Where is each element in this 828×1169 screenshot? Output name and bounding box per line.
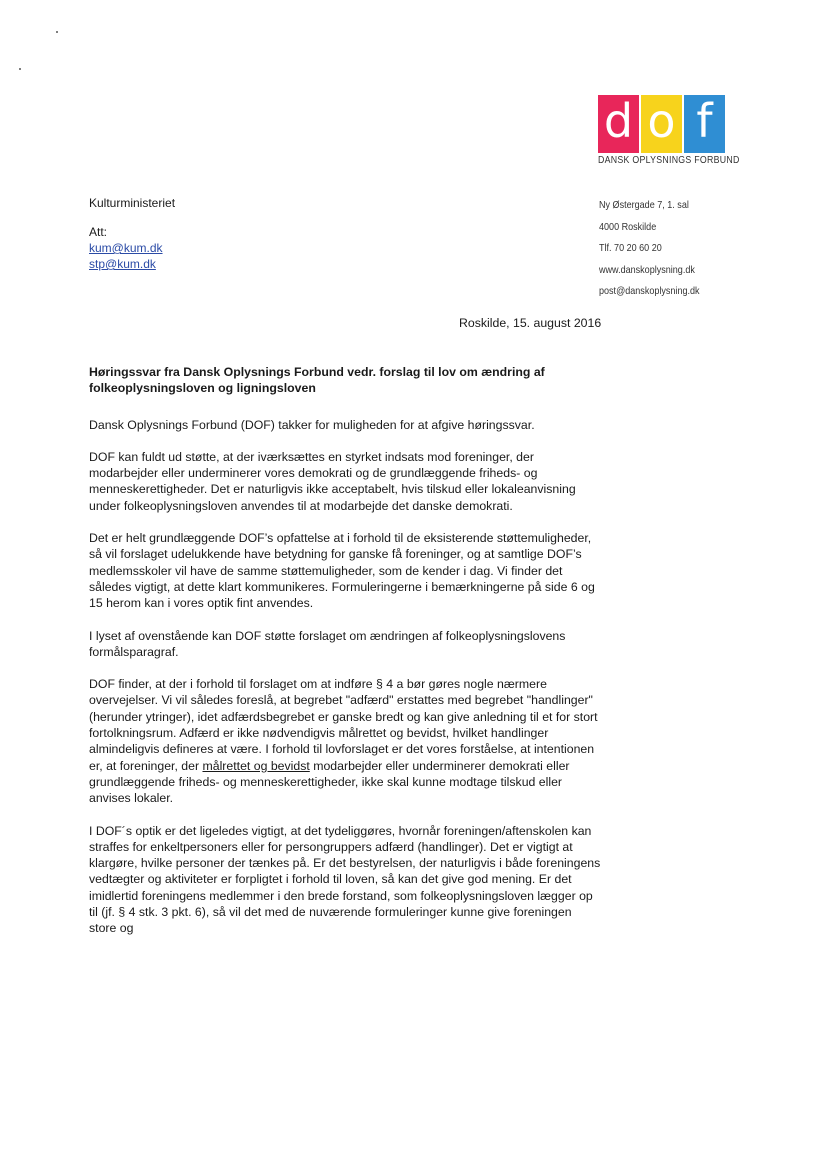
paragraph-purpose: I lyset af ovenstående kan DOF støtte forslaget om ændringen af folkeoplysningslovens formålsparagraf. [89,628,566,659]
p5-text-start: DOF finder, at der i forhold til forslaget om at indføre § 4 a bør gøres nogle nærmere overvejelser. Vi vil således foreslå, at begrebet "adfærd" erstattes med begrebet "handlinger" (herunder ytringer), idet adfærdsbegrebet er ganske bredt og kan give anledning til et for stort fortolkningsrum. Adfærd er ikke nødvendigvis målrettet og bevidst, hvilket handlinger almindeligvis defineres at være. I forhold til lovforslaget er det vores forståelse, at intentionen er, at foreninger, der [89,677,598,773]
att-label: Att: [89,225,108,239]
logo-tiles [598,95,728,153]
dof-logo [598,94,740,166]
paragraph-support: DOF kan fuldt ud støtte, at der iværksættes en styrket indsats mod foreninger, der modarbejder eller underminerer vores demokrati og de grundlæggende friheds- og menneskerettigheder. Det er naturligvis ikke acceptabelt, hvis tilskud eller lokaleanvisning under folkeoplysningsloven anvendes til at modarbejde det danske demokrati. [89,449,576,513]
sender-city: 4000 Roskilde [599,220,657,233]
paragraph-thanks: Dansk Oplysnings Forbund (DOF) takker for muligheden for at afgive høringssvar. [89,417,535,432]
email-link-stp[interactable]: stp@kum.dk [89,257,156,271]
organization-name: DANSK OPLYSNINGS FORBUND [598,155,740,166]
scan-speck [19,68,21,70]
p5-underlined-text: målrettet og bevidst [202,758,310,773]
sender-email: post@danskoplysning.dk [599,285,700,297]
paragraph-section-4a [89,676,601,806]
scan-speck [56,31,58,33]
sender-address-block [599,195,700,303]
sender-website: www.danskoplysning.dk [599,263,695,276]
email-link-kum[interactable]: kum@kum.dk [89,241,163,255]
sender-phone: Tlf. 70 20 60 20 [599,242,662,254]
sender-street: Ny Østergade 7, 1. sal [599,199,689,211]
paragraph-optik: I DOF´s optik er det ligeledes vigtigt, at det tydeliggøres, hvornår foreningen/aftenskolen kan straffes for enkeltpersoners eller for persongruppers adfærd (handlinger). Det er vigtigt at klargøre, hvilke personer der tænkes på. Er det bestyrelsen, der naturligvis i både foreningens vedtægter og aktiviteter er forpligtet i forhold til loven, så kan det give god mening. Er det imidlertid foreningens medlemmer i den brede forstand, som folkeoplysningsloven lægger op til (jf. § 4 stk. 3 pkt. 6), så vil det med de nuværende formuleringer kunne give foreningen store og [89,823,601,936]
letter-body [89,364,601,953]
logo-tile-d: d [598,95,639,153]
logo-tile-o: o [641,95,682,153]
p5-text-end: modarbejder eller underminerer demokrati eller grundlæggende friheds- og menneskerettigheder, ikke skal kunne modtage tilskud eller anvises lokaler. [89,758,570,806]
date-line: Roskilde, 15. august 2016 [459,316,602,330]
letter-heading: Høringssvar fra Dansk Oplysnings Forbund vedr. forslag til lov om ændring af folkeoplysningsloven og ligningsloven [89,365,545,396]
paragraph-opinion: Det er helt grundlæggende DOF’s opfattelse at i forhold til de eksisterende støttemuligheder, så vil forslaget udelukkende have betydning for ganske få foreninger, og at samtlige DOF’s medlemsskoler vil have de samme støttemuligheder, som de kender i dag. Vi finder det således vigtigt, at dette klart kommunikeres. Formuleringerne i bemærkningerne på side 6 og 15 herom kan i vores optik fint anvendes. [89,531,595,611]
recipient-name: Kulturministeriet [89,196,176,210]
recipient-block [89,195,175,272]
logo-tile-f: f [684,95,725,153]
